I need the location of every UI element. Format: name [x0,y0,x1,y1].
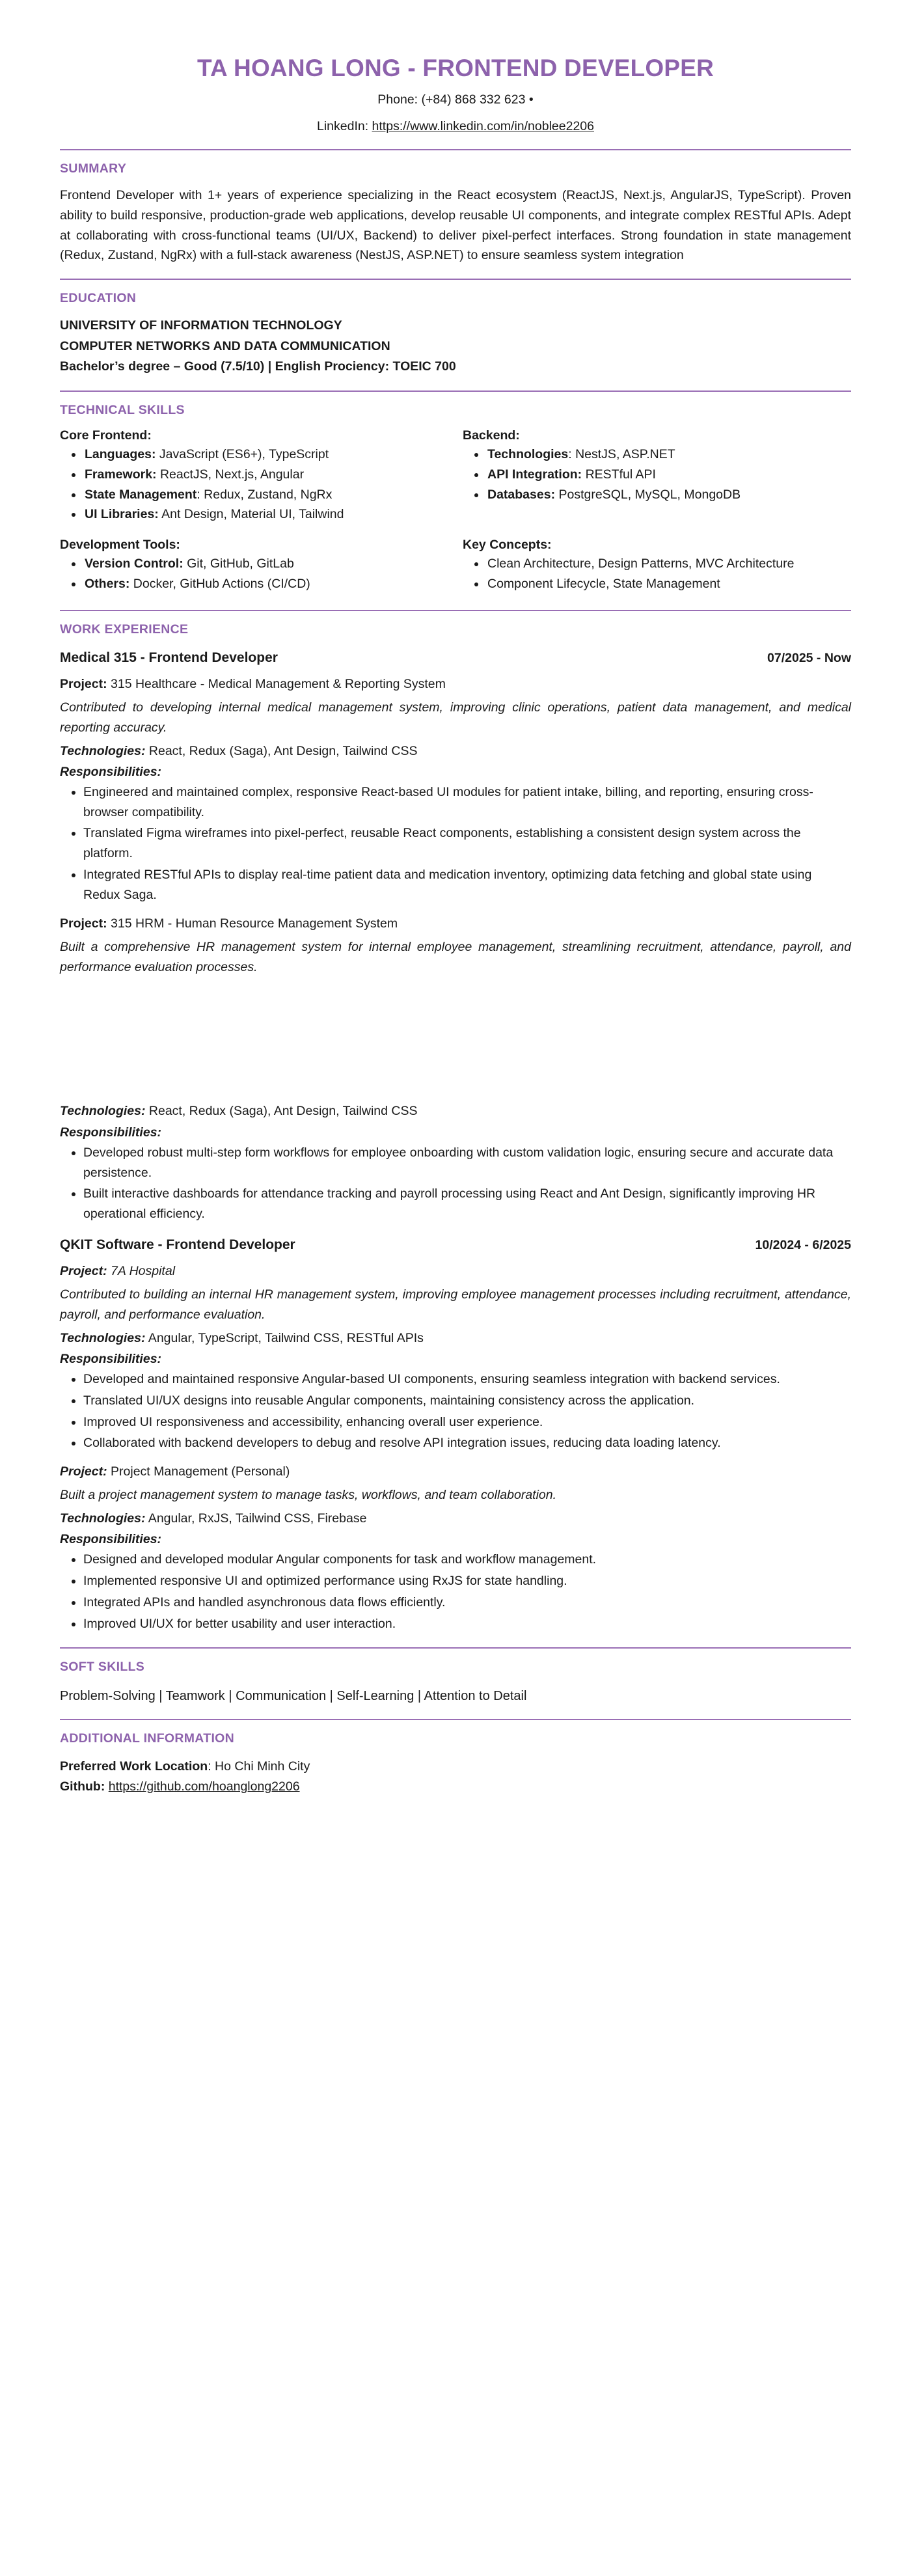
technologies-value: React, Redux (Saga), Ant Design, Tailwind CSS [145,1104,418,1119]
project-line [60,1462,851,1481]
responsibilities-list [60,1550,851,1634]
additional-information-rule-wrap [60,1719,851,1720]
skill-item [83,485,448,505]
responsibility-item: • Collaborated with backend developers to debug and resolve API integration issues, reducing data loading latency. [83,1433,851,1453]
technologies-value: Angular, TypeScript, Tailwind CSS, RESTful APIs [145,1330,424,1345]
soft-skills-rule-wrap [60,1647,851,1649]
job-title: Medical 315 - Frontend Developer [60,650,278,665]
project-key: Project [60,676,103,691]
responsibility-item: • Implemented responsive UI and optimized performance using RxJS for state handling. [83,1571,851,1591]
skill-group-title: Backend: [463,428,520,443]
technical-skills-grid [60,428,851,597]
project-key: Project: [60,1263,107,1278]
skill-label: State Management [85,487,197,502]
job-header [60,1237,851,1253]
preferred-work-location-label: Preferred Work Location [60,1759,208,1774]
skill-sep: : [154,507,159,522]
skill-item [83,554,448,574]
github-link[interactable]: https://github.com/hoanglong2206 [108,1779,300,1794]
soft-skills-list: Problem-Solving | Teamwork | Communication | Self-Learning | Attention to Detail [60,1688,527,1703]
section-heading-soft-skills: SOFT SKILLS [60,1659,145,1674]
skill-item [83,574,448,594]
responsibility-item: • Translated UI/UX designs into reusable Angular components, maintaining consistency across the application. [83,1391,851,1411]
skill-sep: : [179,556,184,571]
project-description: Contributed to building an internal HR management system, improving employee management processes including recruitment, attendance, payroll, and performance evaluation. [60,1287,851,1322]
responsibility-item: • Designed and developed modular Angular components for task and workflow management. [83,1550,851,1570]
project-line: Project: 315 HRM - Human Resource Management System [60,916,398,931]
summary-rule-wrap [60,149,851,150]
technologies-key: Technologies: [60,1104,146,1119]
responsibility-item: • Developed and maintained responsive Angular-based UI components, ensuring seamless integration with backend services. [83,1369,851,1390]
job-title: QKIT Software - Frontend Developer [60,1237,295,1252]
skill-item-list [463,554,851,594]
page-break-spacer [60,977,851,1098]
skill-label: Databases [487,487,551,502]
skill-group-backend [463,428,851,527]
education-school: UNIVERSITY OF INFORMATION TECHNOLOGY [60,318,342,333]
skill-item [83,445,448,465]
education-degree: Bachelor’s degree – Good (7.5/10) | English Prociency: TOEIC 700 [60,359,456,374]
responsibility-item: • Integrated RESTful APIs to display real-time patient data and medication inventory, optimizing data fetching and global state using Redux Saga. [83,865,851,905]
skill-group-title: Core Frontend: [60,428,152,443]
project-entry [60,675,851,905]
github-line [60,1777,851,1798]
skill-value: ReactJS, Next.js, Angular [156,467,305,482]
section-heading-summary: SUMMARY [60,161,127,176]
technologies-key: Technologies: [60,743,146,758]
responsibilities-list [60,1369,851,1453]
section-heading-additional-information: ADDITIONAL INFORMATION [60,1731,235,1746]
project-entry [60,1462,851,1634]
responsibilities-heading: Responsibilities: [60,1125,162,1140]
skill-value: JavaScript (ES6+), TypeScript [156,446,329,461]
skill-sep: : [151,446,156,461]
skill-item [486,465,851,485]
project-description: Built a comprehensive HR management system for internal employee management, streamlining recruitment, attendance, payroll, and performance evaluation processes. [60,939,851,974]
technical-skills-rule-wrap [60,391,851,392]
skill-group-development-tools [60,527,448,597]
skill-value: Git, GitHub, GitLab [183,556,294,571]
skill-label: UI Libraries [85,507,155,522]
contact-phone-line [60,90,851,109]
skill-item [83,465,448,485]
skill-label: Languages [85,446,152,461]
education-major: COMPUTER NETWORKS AND DATA COMMUNICATION [60,338,390,353]
contact-linkedin-line [60,117,851,136]
skill-label: Framework [85,467,153,482]
project-technologies [60,1509,851,1528]
section-divider [60,610,851,611]
project-entry [60,1262,851,1453]
project-name: 315 HRM - Human Resource Management System [107,916,398,931]
skill-group-title: Development Tools: [60,538,180,553]
github-label: Github: [60,1779,109,1794]
technologies-key: Technologies: [60,1511,146,1526]
responsibility-item: • Translated Figma wireframes into pixel-perfect, reusable React components, establishing a consistent design system across the platform. [83,823,851,864]
responsibility-item: • Developed robust multi-step form workflows for employee onboarding with custom validation logic, ensuring secure and accurate data persistence. [83,1143,851,1183]
responsibility-item: • Engineered and maintained complex, responsive React-based UI modules for patient intake, billing, and reporting, ensuring cross-browser compatibility. [83,782,851,823]
responsibilities-heading: Responsibilities: [60,764,162,779]
skill-value: Ant Design, Material UI, Tailwind [158,507,344,522]
skill-item: • Component Lifecycle, State Management [486,574,851,594]
skill-sep: : [551,487,556,502]
project-description: Contributed to developing internal medical management system, improving clinic operations, patient data management, and medical reporting accuracy. [60,700,851,735]
job-dates: 10/2024 - 6/2025 [755,1237,851,1252]
technologies-value: React, Redux (Saga), Ant Design, Tailwind CSS [145,743,418,758]
skill-value: RESTful API [582,467,656,482]
linkedin-link[interactable]: https://www.linkedin.com/in/noblee2206 [372,118,594,133]
skill-label: API Integration [487,467,578,482]
project-technologies [60,1102,851,1121]
responsibility-item: • Improved UI/UX for better usability and user interaction. [83,1614,851,1634]
summary-paragraph: Frontend Developer with 1+ years of experience specializing in the React ecosystem (ReactJS, Next.js, AngularJS, TypeScript). Proven ability to build responsive, production-grade web applications, develop reusable UI components, and integrate complex RESTful APIs. Adept at collaborating with cross-functional teams (UI/UX, Backend) to deliver pixel-perfect interfaces. Strong foundation in state management (Redux, Zustand, NgRx) with a full-stack awareness (NestJS, ASP.NET) to ensure seamless system integration [60,188,851,263]
responsibility-item: • Integrated APIs and handled asynchronous data flows efficiently. [83,1593,851,1613]
skill-item-list [60,554,448,594]
responsibility-item: • Improved UI responsiveness and accessibility, enhancing overall user experience. [83,1412,851,1432]
skill-label: Version Control [85,556,180,571]
page-title: TA HOANG LONG - FRONTEND DEVELOPER [197,55,714,81]
skill-sep: : [197,487,200,502]
skill-group-title: Key Concepts: [463,538,552,553]
skill-value: Docker, GitHub Actions (CI/CD) [129,576,310,591]
project-key: Project [60,916,103,931]
skill-item-list [463,445,851,504]
job-entry [60,650,851,1224]
skill-sep: : [152,467,157,482]
skill-label: Technologies [487,446,569,461]
preferred-work-location-sep: : [208,1759,215,1774]
skill-item: • Clean Architecture, Design Patterns, MVC Architecture [486,554,851,574]
job-dates: 07/2025 - Now [767,650,851,665]
education-rule-wrap [60,279,851,280]
skill-value: NestJS, ASP.NET [571,446,675,461]
job-entry [60,1237,851,1634]
linkedin-label: LinkedIn: [316,118,372,133]
skill-group-key-concepts [463,527,851,597]
project-name: 315 Healthcare - Medical Management & Reporting System [107,676,446,691]
skill-sep: : [568,446,572,461]
responsibilities-heading: Responsibilities: [60,1532,162,1547]
responsibility-item: • Built interactive dashboards for attendance tracking and payroll processing using React and Ant Design, significantly improving HR operational efficiency. [83,1184,851,1224]
project-entry [60,914,851,1224]
technologies-key: Technologies: [60,1330,146,1345]
project-description: Built a project management system to manage tasks, workflows, and team collaboration. [60,1488,557,1503]
skill-label: Others [85,576,126,591]
project-line [60,1262,851,1281]
skill-item [83,504,448,525]
section-heading-technical-skills: TECHNICAL SKILLS [60,402,185,417]
preferred-work-location-line [60,1757,851,1777]
document-bottom-whitespace [60,1798,851,2077]
skill-value: Redux, Zustand, NgRx [200,487,333,502]
section-heading-education: EDUCATION [60,291,137,306]
skill-item [486,445,851,465]
responsibilities-list [60,1143,851,1224]
skill-group-core-frontend [60,428,448,527]
skill-item [486,485,851,505]
responsibilities-heading: Responsibilities: [60,1352,162,1366]
preferred-work-location-value: Ho Chi Minh City [215,1759,310,1774]
section-divider [60,1647,851,1649]
skill-sep: : [577,467,582,482]
resume-content [60,0,851,2077]
job-header [60,650,851,666]
section-divider [60,1719,851,1720]
skill-value: PostgreSQL, MySQL, MongoDB [555,487,741,502]
technologies-value: Angular, RxJS, Tailwind CSS, Firebase [145,1511,367,1526]
section-divider [60,149,851,150]
project-line: Project: 315 Healthcare - Medical Management & Reporting System [60,676,446,691]
project-technologies [60,1329,851,1348]
work-experience-rule-wrap [60,610,851,611]
project-name: 7A Hospital [107,1263,176,1278]
project-technologies [60,742,851,761]
section-heading-work-experience: WORK EXPERIENCE [60,622,189,637]
project-name: Project Management (Personal) [107,1464,290,1479]
skill-item-list [60,445,448,525]
section-divider [60,279,851,280]
section-divider [60,391,851,392]
education-block [60,316,851,377]
skill-sep: : [125,576,130,591]
project-key: Project: [60,1464,107,1479]
additional-information-block [60,1757,851,1798]
responsibilities-list [60,782,851,905]
phone-text: Phone: (+84) 868 332 623 • [377,92,534,107]
